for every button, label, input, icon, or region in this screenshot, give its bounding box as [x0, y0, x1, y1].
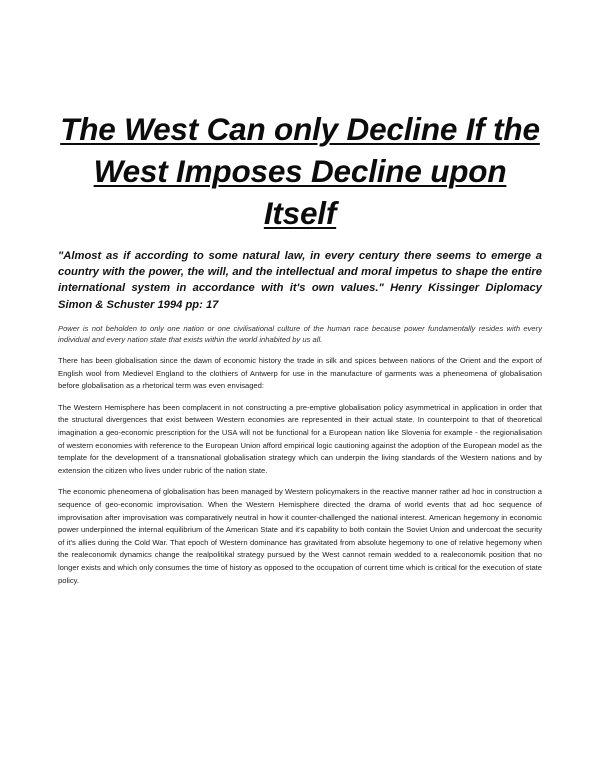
document-page — [58, 0, 542, 776]
body-paragraph-2: The Western Hemisphere has been complacent in not constructing a pre-emptive globalisation policy asymmetrical in application in order that the structural divergences that exist between Western economies are represented in their actual state. In counterpoint to that of theoretical imagination a geo-economic prescription for the USA will not be functional for a European nation like Slovenia for example - the regionalisation of western economies with reference to the European Union afford empirical logic cautioning against the adoption of the European model as the template for the development of a transnational globalisation strategy which can underpin the living standards of the Western nations and by extension the citizen who lives under rubric of the nation state. — [58, 402, 542, 475]
body-paragraph-3: The economic pheneomena of globalisation has been managed by Western policymakers in the reactive manner rather ad hoc in construction a sequence of geo-economic improvisation. When the Western Hemisphere directed the drama of world events that ad hoc sequence of improvisation after improvisation was comparatively neutral in how it counter-challenged the national interest. American hegemony in economic power underpinned the internal equilibrium of the American State and it's capability to both contain the Soviet Union and undercoat the security of it's allies during the Cold War. That epoch of Western dominance has gravitated from absolute hegemony to one of relative hegemony when the realeconomik dynamics change the realpolitikal strategy pursued by the West cannot remain wedded to a realeconomik position that no longer exists and which only consumes the time of history as opposed to the occupation of current time which is critical for the execution of state policy. — [58, 487, 542, 585]
preface-paragraph: Power is not beholden to only one nation or one civilisational culture of the human race because power fundamentally resides with every individual and every nation state that exists within the world inhabited by us all. — [58, 323, 542, 345]
body-paragraph-1: There has been globalisation since the dawn of economic history the trade in silk and spices between nations of the Orient and the export of English wool from Medievel England to the clothiers of Antwerp for use in the manufacture of garments was a pheneomena of globalisation before globalisation as a rhetorical term was even envisaged: — [58, 356, 542, 391]
epigraph-quote: "Almost as if according to some natural law, in every century there seems to emerge a country with the power, the will, and the intellectual and moral impetus to shape the entire international system in accordance with it's own values." Henry Kissinger Diplomacy Simon & Schuster 1994 pp: 17 — [58, 250, 542, 311]
document-title: The West Can only Decline If the West Imposes Decline upon Itself — [60, 111, 540, 231]
